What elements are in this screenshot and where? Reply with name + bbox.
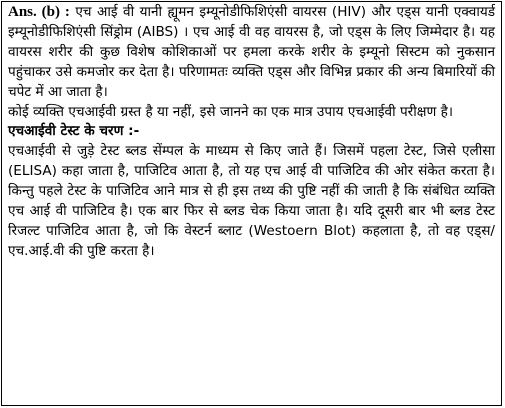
answer-text-1: एच आई वी यानी ह्यूमन इम्यूनोडीफिशिएंसी वायरस (HIV) और एड्स यानी एक्वायर्ड इम्यूनोडीफिशिएंसी सिंड्रोम (AIBS) । एच आई वी वह वायरस है, जो एड्स के लिए जिम्मेदार है। यह वायरस शरीर की कुछ विशेष कोशिकाओं पर हमला करके शरीर के इम्यूनो सिस्टम को नुकसान पहुंचाकर उसे कमजोर कर देता है। परिणामतः व्यक्ति एड्स और विभिन्न प्रकार की अन्य बिमारियों की चपेट में आ जाता है। — [8, 4, 495, 100]
section-heading: एचआईवी टेस्ट के चरण :- — [8, 123, 140, 140]
answer-label: Ans. (b) : — [8, 4, 70, 20]
answer-box — [1, 1, 502, 406]
answer-paragraph-1 — [8, 3, 495, 103]
section-paragraph: एचआईवी से जुड़े टेस्ट ब्लड सेंम्पल के माध्यम से किए जाते हैं। जिसमें पहला टेस्ट, जिसे एलीसा (ELISA) कहा जाता है, पाजिटिव आता है, तो यह एच आई वी पाजिटिव की ओर संकेत करता है। किन्तु पहले टेस्ट के पाजिटिव आने मात्र से ही इस तथ्य की पुष्टि नहीं की जाती है कि संबंधित व्यक्ति एच आई वी पाजिटिव है। एक बार फिर से ब्लड चेक किया जाता है। यदि दूसरी बार भी ब्लड टेस्ट रिजल्ट पाजिटिव आता है, जो कि वेस्टर्न ब्लाट (Westoern Blot) कहलाता है, तो वह एड्स/एच.आई.वी की पुष्टि करता है। — [8, 143, 495, 259]
answer-paragraph-2: कोई व्यक्ति एचआईवी ग्रस्त है या नहीं, इसे जानने का एक मात्र उपाय एचआईवी परीक्षण है। — [8, 103, 454, 120]
